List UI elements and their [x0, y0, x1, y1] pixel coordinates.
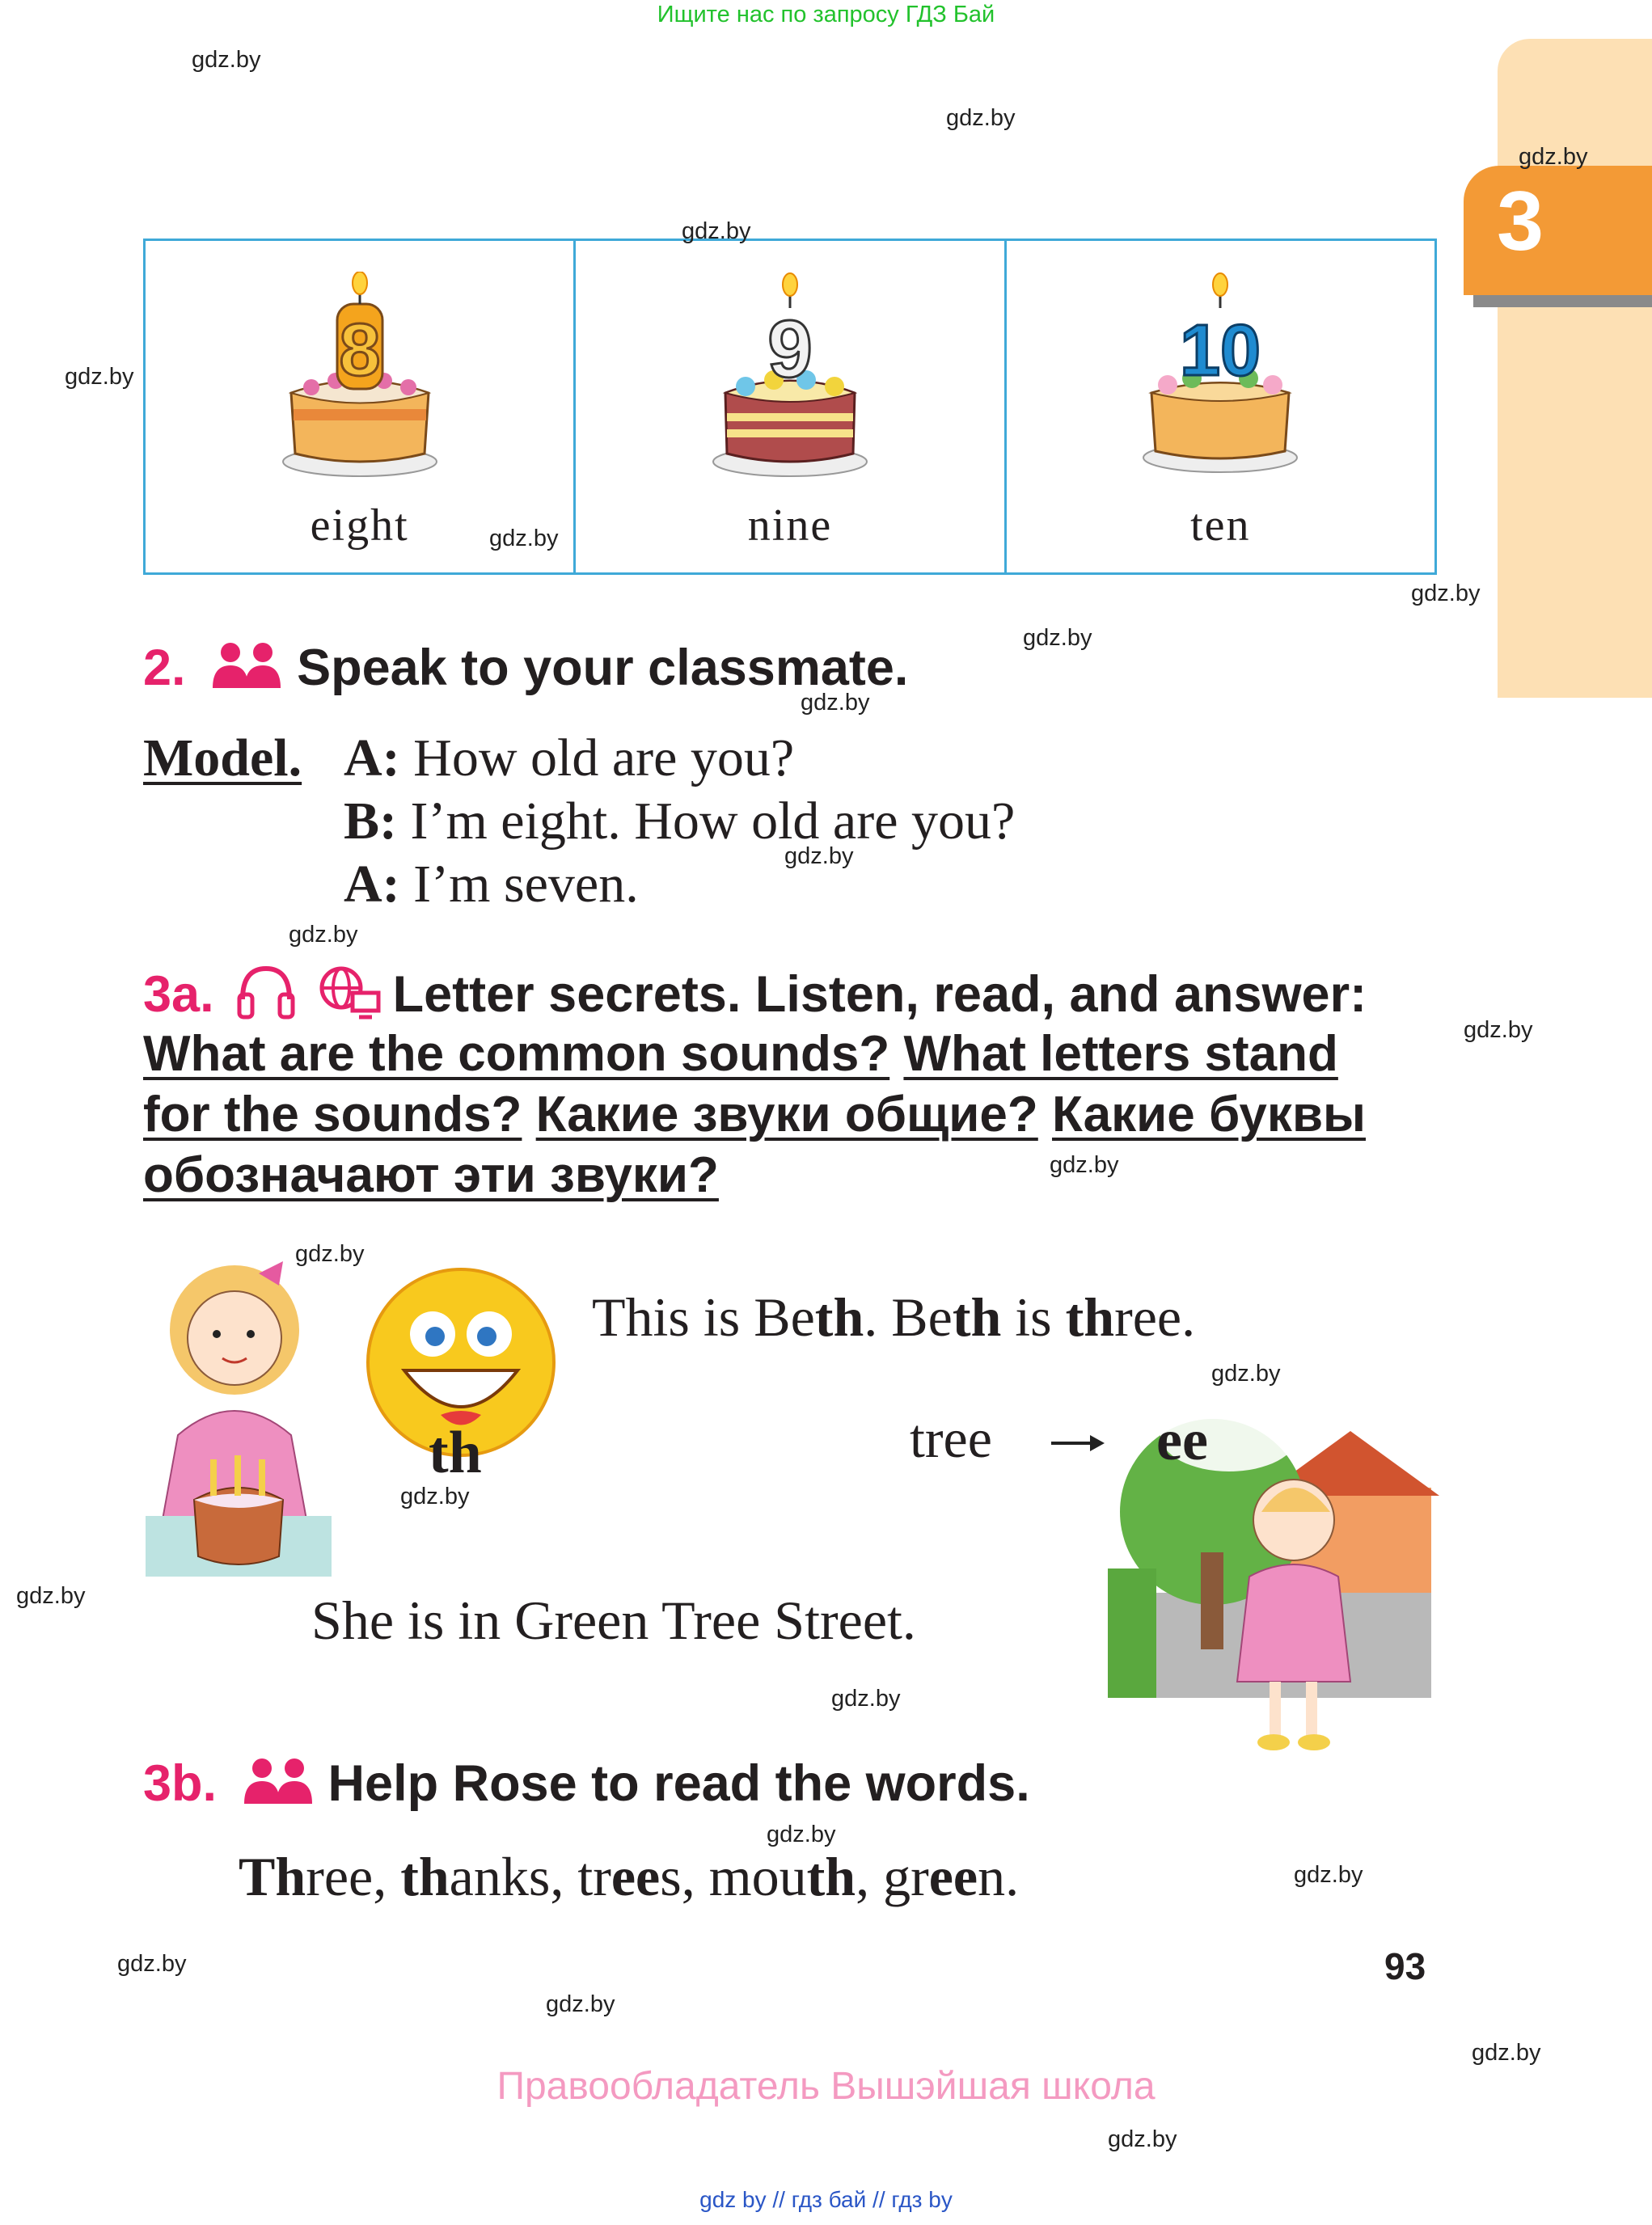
question-line — [143, 1025, 1338, 1083]
question-text: What letters stand — [903, 1026, 1338, 1082]
word-text: anks, — [449, 1846, 564, 1907]
watermark: gdz.by — [1108, 2126, 1177, 2152]
word-text: gr — [883, 1846, 929, 1907]
dialog-speaker: A: — [344, 855, 400, 914]
side-strip — [1498, 39, 1652, 698]
dialog-line — [344, 791, 1015, 852]
word-text: n. — [978, 1846, 1020, 1907]
exercise-title-text: Letter secrets. Listen, read, and answer: — [392, 966, 1367, 1024]
question-line — [143, 1146, 719, 1204]
word-bold: th — [400, 1846, 450, 1907]
story-bold: th — [1065, 1286, 1115, 1348]
watermark: gdz.by — [289, 922, 358, 948]
svg-text:10: 10 — [1180, 310, 1261, 391]
girl-with-cake-illustration — [146, 1257, 332, 1581]
cake-word: ten — [1190, 500, 1251, 551]
story-bold: th — [814, 1286, 864, 1348]
word-text: tr — [577, 1846, 611, 1907]
model-label — [143, 728, 302, 789]
watermark: gdz.by — [192, 47, 261, 73]
watermark: gdz.by — [1519, 144, 1588, 170]
cake-word: eight — [310, 500, 409, 551]
globe-computer-icon — [317, 964, 382, 1032]
watermark: gdz.by — [1294, 1862, 1363, 1888]
word-bold: ee — [611, 1846, 661, 1907]
exercise-3a-title — [143, 964, 1367, 1032]
question-text: Какие буквы — [1052, 1087, 1366, 1142]
word-text: mou — [708, 1846, 807, 1907]
watermark: gdz.by — [1464, 1017, 1533, 1043]
model-label-text: Model. — [143, 728, 302, 787]
footer-links[interactable]: gdz by // гдз бай // гдз by — [699, 2187, 953, 2212]
ee-label: ee — [1156, 1408, 1208, 1472]
word-list — [239, 1845, 1019, 1909]
story-text: is — [1001, 1286, 1066, 1348]
watermark: gdz.by — [546, 1991, 615, 2017]
cake-cell-ten — [1007, 241, 1434, 572]
word-text: s, — [660, 1846, 695, 1907]
watermark: gdz.by — [682, 218, 751, 244]
dialog-speaker: A: — [344, 728, 400, 787]
dialog-line — [344, 854, 639, 915]
question-text: for the sounds? — [143, 1087, 522, 1142]
watermark: gdz.by — [1411, 581, 1481, 606]
exercise-number: 3a. — [143, 966, 214, 1024]
unit-number: 3 — [1497, 175, 1544, 268]
exercise-title-text: Speak to your classmate. — [297, 640, 909, 696]
watermark: gdz.by — [1472, 2040, 1541, 2066]
watermark: gdz.by — [489, 526, 559, 551]
page-number: 93 — [1384, 1945, 1426, 1987]
exercise-title-text: Help Rose to read the words. — [327, 1755, 1030, 1812]
arrow-right-icon — [1050, 1431, 1106, 1455]
cake-cell-eight — [146, 241, 576, 572]
story-line-1 — [592, 1286, 1195, 1349]
headphones-icon — [236, 964, 296, 1032]
birthday-cake-icon — [709, 272, 871, 482]
watermark: gdz.by — [65, 364, 134, 390]
watermark: gdz.by — [784, 843, 854, 869]
svg-text:8: 8 — [339, 309, 381, 391]
dialog-text: How old are you? — [399, 728, 795, 787]
story-text: . Be — [864, 1286, 953, 1348]
cake-table — [143, 239, 1437, 575]
search-banner: Ищите нас по запросу ГДЗ Бай — [657, 2, 995, 27]
dialog-text: I’m seven. — [399, 855, 639, 914]
story-bold: th — [952, 1286, 1002, 1348]
watermark: gdz.by — [1050, 1152, 1119, 1178]
question-text: обозначают эти звуки? — [143, 1147, 719, 1203]
svg-text:9: 9 — [767, 304, 813, 395]
story-text: This is Be — [592, 1286, 815, 1348]
watermark: gdz.by — [801, 690, 870, 716]
watermark: gdz.by — [16, 1583, 86, 1609]
pair-work-icon — [243, 1757, 314, 1818]
watermark: gdz.by — [1023, 625, 1092, 651]
story-line-2: She is in Green Tree Street. — [311, 1590, 916, 1651]
watermark: gdz.by — [400, 1484, 470, 1509]
dialog-text: I’m eight. How old are you? — [397, 792, 1016, 851]
exercise-2-title — [143, 639, 908, 702]
birthday-cake-icon — [1139, 272, 1301, 482]
pair-work-icon — [211, 641, 282, 702]
watermark: gdz.by — [831, 1686, 901, 1712]
cake-word: nine — [747, 500, 833, 551]
watermark: gdz.by — [767, 1822, 836, 1847]
story-text: ree. — [1114, 1286, 1196, 1348]
question-text: What are the common sounds? — [143, 1026, 890, 1082]
question-text: Какие звуки общие? — [535, 1087, 1038, 1142]
th-label: th — [429, 1420, 482, 1486]
exercise-number: 2. — [143, 640, 186, 696]
copyright-line: Правообладатель Вышэйшая школа — [496, 2065, 1156, 2108]
exercise-3b-title — [143, 1754, 1030, 1818]
word-bold: th — [806, 1846, 856, 1907]
birthday-cake-icon — [279, 272, 441, 482]
question-line — [143, 1086, 1366, 1143]
word-text: , — [856, 1846, 870, 1907]
watermark: gdz.by — [946, 105, 1016, 131]
watermark: gdz.by — [1211, 1361, 1281, 1387]
word-bold: Th — [239, 1846, 306, 1907]
dialog-line — [344, 728, 794, 789]
watermark: gdz.by — [117, 1951, 187, 1977]
exercise-number: 3b. — [143, 1755, 218, 1812]
word-bold: ee — [928, 1846, 978, 1907]
tree-word: tree — [910, 1408, 992, 1469]
word-text: ree, — [306, 1846, 387, 1907]
dialog-speaker: B: — [344, 792, 397, 851]
cake-cell-nine — [576, 241, 1006, 572]
watermark: gdz.by — [295, 1241, 365, 1267]
